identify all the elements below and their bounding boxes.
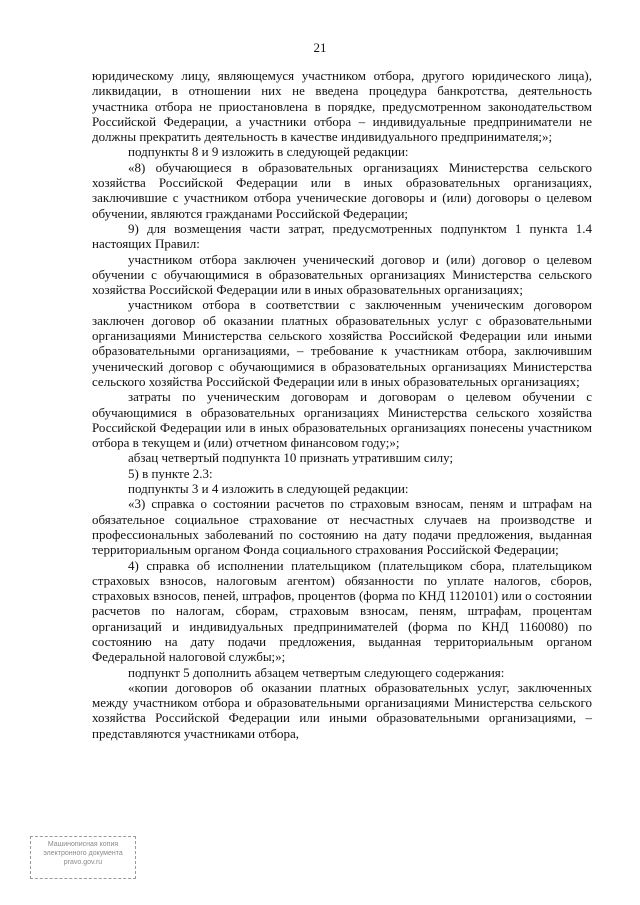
- paragraph: «3) справка о состоянии расчетов по страховым взносам, пеням и штрафам на обязательное социальное страхование от несчастных случаев на производстве и профессиональных заболеваний по состоянию на дату подачи предложения, выданная территориальным органом Фонда социального страхования Российской Федерации;: [92, 496, 592, 558]
- stamp-line: Машинописная копия: [47, 841, 119, 848]
- paragraph: «копии договоров об оказании платных образовательных услуг, заключенных между участником отбора и образовательными организациями Министерства сельского хозяйства Российской Федерации или иными образовательными организациями, – представляются участниками отбора,: [92, 679, 592, 741]
- paragraph: абзац четвертый подпункта 10 признать утратившим силу;: [128, 450, 454, 466]
- paragraph: 9) для возмещения части затрат, предусмотренных подпунктом 1 пункта 1.4 настоящих Правил:: [92, 220, 592, 252]
- official-copy-stamp: [30, 836, 136, 879]
- paragraph: юридическому лицу, являющемуся участником отбора, другого юридического лица), ликвидации, в отношении них не введена процедура банкротства, деятельность участника отбора не приостановлена в порядке, предусмотренном законодательством Российской Федерации, а участники отбора – индивидуальные предприниматели не должны прекратить деятельность в качестве индивидуального предпринимателя;»;: [92, 68, 592, 145]
- page-number: 21: [313, 40, 327, 55]
- paragraph: подпункты 8 и 9 изложить в следующей редакции:: [128, 144, 409, 160]
- paragraph: 4) справка об исполнении плательщиком (плательщиком сбора, плательщиком страховых взносов, налоговым агентом) обязанности по уплате налогов, сборов, страховых взносов, пеней, штрафов, процентов (форма по КНД 1120101) или о состоянии расчетов по налогам, сборам, страховым взносам, пеням, штрафам, процентам организаций и индивидуальных предпринимателей (форма по КНД 1160080) по состоянию на дату подачи предложения, выданная территориальным органом Федеральной налоговой службы;»;: [92, 557, 592, 665]
- paragraph: подпункт 5 дополнить абзацем четвертым следующего содержания:: [128, 664, 505, 680]
- paragraph: участником отбора в соответствии с заключенным ученическим договором заключен договор об оказании платных образовательных услуг с образовательными организациями Министерства сельского хозяйства Российской Федерации или иными образовательными организациями, – требование к участникам отбора, заключившим ученический договор с обучающимися в образовательных организациях Министерства сельского хозяйства Российской Федерации или в иных образовательных организациях;: [92, 297, 592, 389]
- stamp-line: pravo.gov.ru: [63, 859, 103, 866]
- paragraph: затраты по ученическим договорам и договорам о целевом обучении с обучающимися в образовательных организациях Министерства сельского хозяйства Российской Федерации или в иных образовательных организациях понесены участником отбора в текущем и (или) отчетном финансовом году;»;: [92, 389, 592, 451]
- paragraph: подпункты 3 и 4 изложить в следующей редакции:: [128, 481, 409, 497]
- document-body: [92, 68, 592, 741]
- paragraph: «8) обучающиеся в образовательных организациях Министерства сельского хозяйства Российской Федерации или в иных образовательных организациях, заключившие с участником отбора ученические договоры и (или) договоры о целевом обучении, являются гражданами Российской Федерации;: [92, 159, 592, 221]
- paragraph: 5) в пункте 2.3:: [128, 465, 213, 481]
- stamp-line: электронного документа: [43, 850, 123, 857]
- paragraph: участником отбора заключен ученический договор и (или) договор о целевом обучении с обучающимися в образовательных организациях Министерства сельского хозяйства Российской Федерации или в иных образовательных организациях;: [92, 251, 592, 298]
